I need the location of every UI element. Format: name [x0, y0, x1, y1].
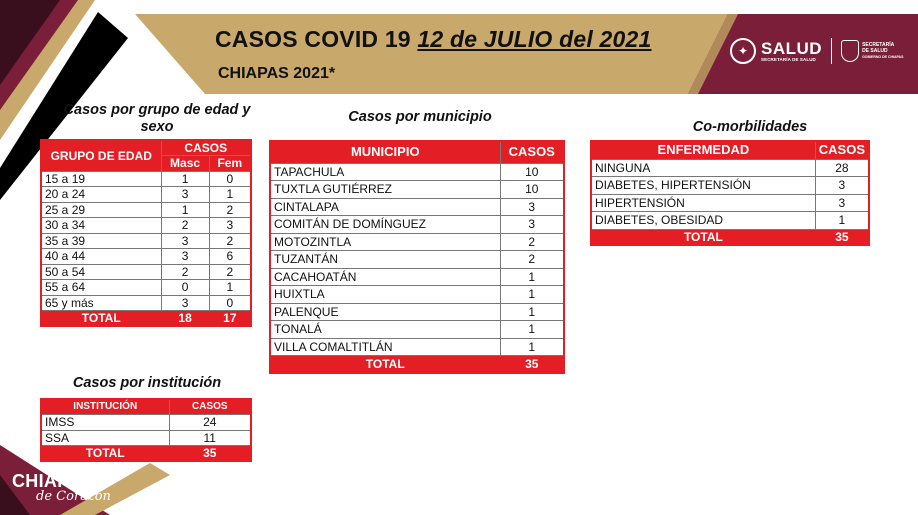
- gob-logo-line1: SECRETARÍA: [862, 42, 895, 49]
- table-row: TUXTLA GUTIÉRREZ 10: [270, 181, 564, 199]
- section-title-institucion: Casos por institución: [72, 375, 222, 391]
- chiapas-crest-icon: [841, 40, 859, 62]
- col-municipio: MUNICIPIO: [270, 141, 500, 163]
- table-row: TUZANTÁN 2: [270, 251, 564, 269]
- total-row: TOTAL 35: [41, 446, 251, 462]
- table-row: VILLA COMALTITLÁN 1: [270, 338, 564, 356]
- table-row: 55 a 64 0 1: [41, 280, 251, 296]
- col-enfermedad: ENFERMEDAD: [591, 141, 815, 159]
- col-casos: CASOS: [815, 141, 869, 159]
- logo-divider: [831, 38, 832, 64]
- salud-logo-subtext: SECRETARÍA DE SALUD: [761, 57, 816, 62]
- table-row: TAPACHULA 10: [270, 163, 564, 181]
- table-row: HUIXTLA 1: [270, 286, 564, 304]
- col-casos: CASOS: [500, 141, 564, 163]
- gob-logo-line3: GOBIERNO DE CHIAPAS: [862, 54, 904, 59]
- table-comorbilidades: [590, 140, 870, 246]
- table-municipio: [269, 140, 565, 374]
- section-title-municipio: Casos por municipio: [348, 109, 492, 125]
- brand-line2: de Corazón: [36, 489, 111, 504]
- table-row: DIABETES, OBESIDAD 1: [591, 212, 869, 230]
- total-row: TOTAL 35: [270, 356, 564, 373]
- total-row: TOTAL 18 17: [41, 311, 251, 327]
- table-row: MOTOZINTLA 2: [270, 233, 564, 251]
- col-institucion: INSTITUCIÓN: [41, 399, 169, 415]
- chiapas-de-corazon-logo: [12, 472, 111, 503]
- page-subtitle: CHIAPAS 2021*: [218, 65, 336, 82]
- table-row: 35 a 39 3 2: [41, 233, 251, 249]
- salud-logo: [730, 38, 903, 64]
- title-date: 12 de JULIO del 2021: [417, 26, 652, 52]
- mexico-seal-icon: ✦: [730, 38, 756, 64]
- table-institucion: [40, 398, 252, 462]
- table-edad-sexo: [40, 139, 252, 327]
- table-row: TONALÁ 1: [270, 321, 564, 339]
- table-row: 30 a 34 2 3: [41, 218, 251, 234]
- table-row: IMSS 24: [41, 415, 251, 431]
- table-row: 40 a 44 3 6: [41, 249, 251, 265]
- table-row: 65 y más 3 0: [41, 295, 251, 311]
- table-row: COMITÁN DE DOMÍNGUEZ 3: [270, 216, 564, 234]
- salud-logo-text: SALUD: [761, 39, 823, 58]
- section-title-comorbilidades: Co-morbilidades: [692, 119, 808, 135]
- gob-logo-line2: DE SALUD: [862, 47, 888, 54]
- col-casos: CASOS: [169, 399, 251, 415]
- table-row: NINGUNA 28: [591, 159, 869, 177]
- table-row: HIPERTENSIÓN 3: [591, 194, 869, 212]
- table-row: 20 a 24 3 1: [41, 187, 251, 203]
- table-row: SSA 11: [41, 430, 251, 446]
- col-grupo-edad: GRUPO DE EDAD: [41, 140, 161, 171]
- table-row: DIABETES, HIPERTENSIÓN 3: [591, 177, 869, 195]
- page-title: [215, 26, 652, 53]
- table-row: PALENQUE 1: [270, 303, 564, 321]
- table-row: 50 a 54 2 2: [41, 264, 251, 280]
- brand-line1: CHIAPAS: [12, 471, 94, 491]
- col-casos: CASOS: [161, 140, 251, 156]
- table-row: CINTALAPA 3: [270, 198, 564, 216]
- table-row: 25 a 29 1 2: [41, 202, 251, 218]
- section-title-edad: Casos por grupo de edad y sexo: [63, 102, 251, 135]
- table-row: CACAHOATÁN 1: [270, 268, 564, 286]
- gobierno-chiapas-logo: [841, 40, 903, 62]
- col-masc: Masc: [161, 156, 209, 172]
- title-text: CASOS COVID 19: [215, 26, 411, 52]
- total-row: TOTAL 35: [591, 229, 869, 245]
- table-row: 15 a 19 1 0: [41, 171, 251, 187]
- col-fem: Fem: [209, 156, 251, 172]
